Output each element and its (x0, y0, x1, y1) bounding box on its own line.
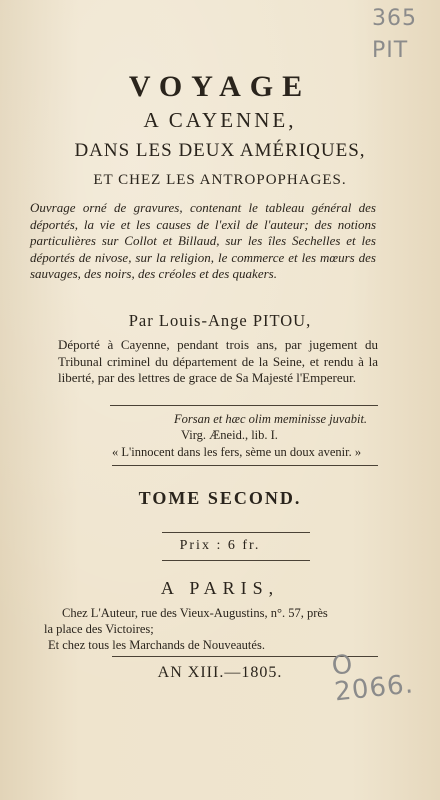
imprint-city: A PARIS, (160, 578, 280, 598)
imprint-line-1: Chez L'Auteur, rue des Vieux-Augustins, n°. 57, près (62, 606, 328, 620)
rule-above-price (162, 532, 310, 533)
price: Prix : 6 fr. (179, 538, 261, 553)
rule-top (110, 405, 378, 406)
publication-date: AN XIII.—1805. (157, 664, 283, 681)
epigraph-latin: Forsan et hæc olim meminisse juvabit. (174, 412, 368, 426)
title-line-2: A CAYENNE, (143, 108, 297, 132)
author-line: Par Louis-Ange PITOU, (128, 311, 312, 330)
rule-below-price (162, 560, 310, 561)
shelfmark-bottom: PIT (372, 38, 409, 63)
inventory-number: O 2066. (330, 649, 416, 708)
title-line-3: DANS LES DEUX AMÉRIQUES, (74, 140, 366, 161)
title-line-1: VOYAGE (128, 70, 312, 103)
epigraph-source: Virg. Æneid., lib. I. (181, 428, 278, 442)
shelfmark-top: 365 (372, 6, 417, 31)
description: Ouvrage orné de gravures, contenant le tableau général des déportés, la vie et les causes de l'exil de l'auteur; des notions particulières sur Collot et Billaud, sur les îles Sechelles et les déportés de nivose, sur la religion, le commerce et les mœurs des sauvages, des noirs, des créoles et des quakers. (30, 200, 376, 281)
volume-label: TOME SECOND. (138, 488, 302, 508)
rule-under-epigraph (112, 465, 378, 466)
title-line-4: ET CHEZ LES ANTROPOPHAGES. (93, 172, 347, 188)
imprint-line-2: la place des Victoires; (44, 622, 154, 636)
imprint-line-3: Et chez tous les Marchands de Nouveautés. (48, 638, 265, 652)
epigraph-french: « L'innocent dans les fers, sème un doux avenir. » (112, 445, 362, 459)
author-bio: Déporté à Cayenne, pendant trois ans, par jugement du Tribunal criminel du département de la Seine, et rendu à la liberté, par des lettres de grace de Sa Majesté l'Empereur. (58, 337, 378, 385)
